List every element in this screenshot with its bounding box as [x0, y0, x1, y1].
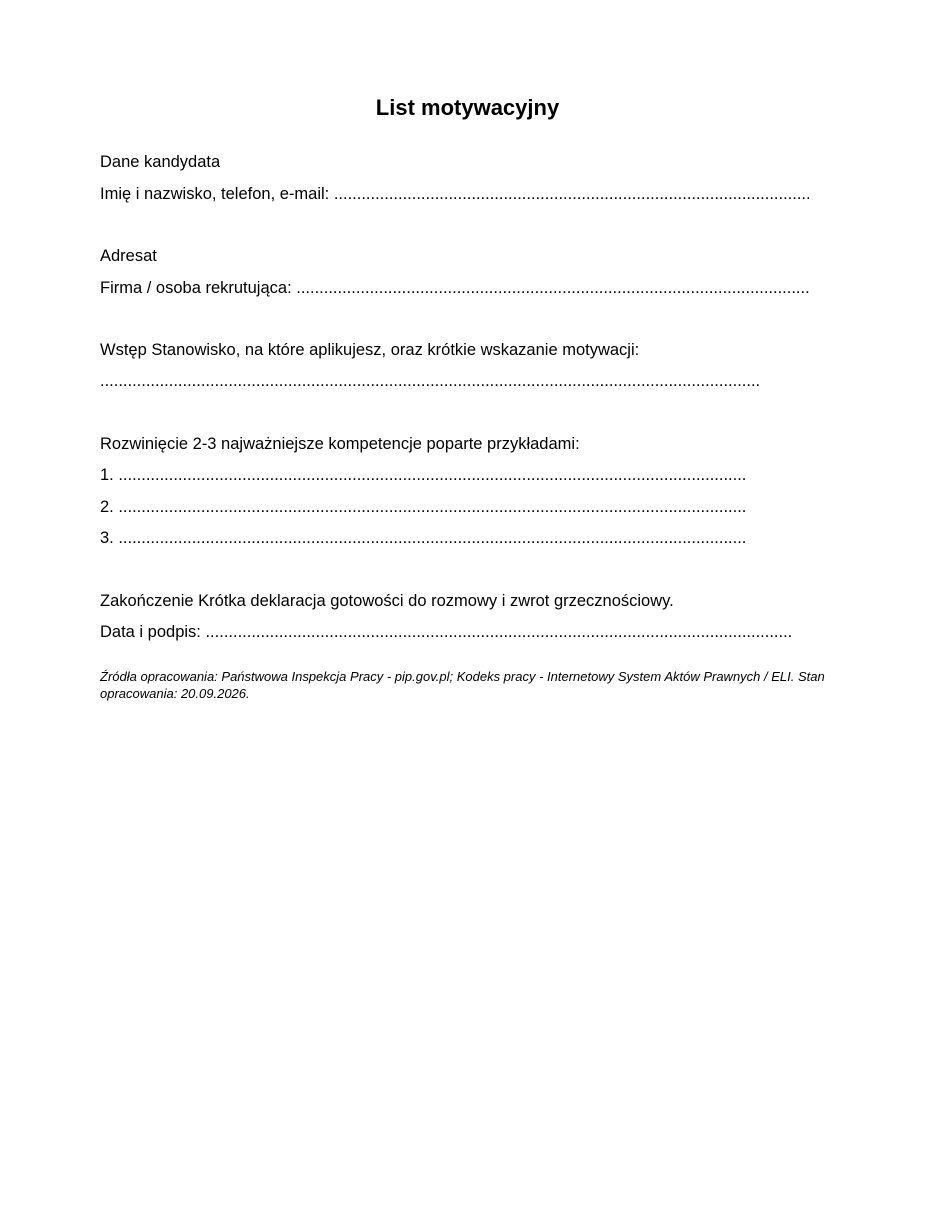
section-heading-recipient: Adresat [100, 247, 157, 265]
section-heading-candidate: Dane kandydata [100, 153, 221, 171]
field-competence-2: 2. ......................................................................................................................................... [100, 498, 747, 516]
field-recipient-company: Firma / osoba rekrutująca: ................................................................................................................ [100, 279, 810, 297]
field-date-signature: Data i podpis: ................................................................................................................................ [100, 623, 793, 641]
field-competence-3: 3. ......................................................................................................................................... [100, 529, 747, 547]
sources-note: Źródła opracowania: Państwowa Inspekcja Pracy - pip.gov.pl; Kodeks pracy - Internetowy System Aktów Prawnych / ELI. Stan opracowania: 20.09.2026. [100, 669, 825, 701]
field-introduction: ................................................................................................................................................ [100, 372, 761, 390]
document-title: List motywacyjny [375, 95, 560, 120]
section-heading-introduction: Wstęp Stanowisko, na które aplikujesz, oraz krótkie wskazanie motywacji: [100, 341, 640, 359]
field-candidate-contact: Imię i nazwisko, telefon, e-mail: ........................................................................................................ [100, 185, 811, 203]
field-competence-1: 1. ......................................................................................................................................... [100, 466, 747, 484]
section-heading-conclusion: Zakończenie Krótka deklaracja gotowości do rozmowy i zwrot grzecznościowy. [100, 592, 674, 610]
section-heading-development: Rozwinięcie 2-3 najważniejsze kompetencje poparte przykładami: [100, 435, 580, 453]
